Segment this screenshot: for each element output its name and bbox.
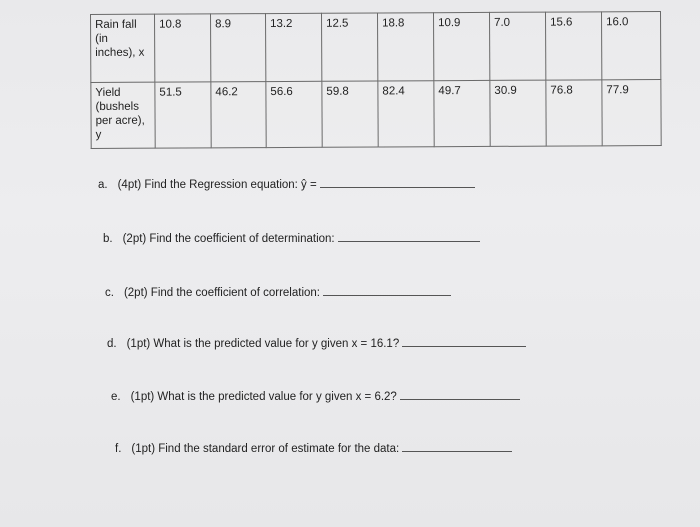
yield-cell: 46.2 — [211, 82, 266, 148]
question-f-text: (1pt) Find the standard error of estimate for the data: — [131, 443, 400, 455]
question-c-letter: c. — [105, 287, 114, 299]
answer-a-blank[interactable] — [320, 186, 475, 188]
data-table — [90, 11, 662, 149]
rainfall-cell: 18.8 — [377, 13, 433, 81]
rainfall-cell: 16.0 — [601, 12, 660, 80]
answer-c-blank[interactable] — [323, 294, 451, 296]
yield-cell: 56.6 — [266, 81, 322, 147]
rainfall-cell: 7.0 — [489, 12, 545, 80]
rainfall-cell: 8.9 — [211, 14, 266, 82]
rainfall-cell: 12.5 — [321, 13, 377, 81]
yield-cell: 82.4 — [378, 81, 434, 147]
yield-header: Yield (bushels per acre), y — [91, 82, 155, 148]
rainfall-cell: 13.2 — [266, 13, 322, 81]
rainfall-cell: 15.6 — [545, 12, 601, 80]
question-a-letter: a. — [98, 179, 108, 191]
question-c — [105, 287, 451, 299]
question-e-letter: e. — [111, 391, 121, 403]
rainfall-cell: 10.9 — [433, 12, 489, 80]
question-c-text: (2pt) Find the coefficient of correlation: — [123, 287, 320, 299]
question-b-text: (2pt) Find the coefficient of determination: — [122, 233, 335, 245]
rainfall-row — [91, 12, 661, 83]
yield-cell: 49.7 — [434, 80, 490, 146]
question-a — [98, 179, 475, 191]
question-b — [103, 233, 480, 245]
question-b-letter: b. — [103, 233, 113, 245]
yield-cell: 59.8 — [322, 81, 378, 147]
rainfall-cell: 10.8 — [155, 14, 211, 82]
rainfall-header: Rain fall (in inches), x — [91, 14, 155, 82]
yield-cell: 76.8 — [546, 80, 602, 146]
answer-f-blank[interactable] — [402, 450, 512, 452]
yield-row — [91, 80, 661, 149]
question-e — [111, 391, 520, 403]
question-d — [107, 338, 526, 350]
yield-cell: 30.9 — [490, 80, 546, 146]
yield-cell: 77.9 — [602, 80, 661, 146]
answer-e-blank[interactable] — [400, 398, 520, 400]
question-d-text: (1pt) What is the predicted value for y given x = 16.1? — [126, 338, 400, 350]
question-a-text: (4pt) Find the Regression equation: ŷ = — [117, 179, 317, 191]
question-f-letter: f. — [115, 443, 122, 455]
question-d-letter: d. — [107, 338, 117, 350]
answer-d-blank[interactable] — [402, 345, 526, 347]
question-e-text: (1pt) What is the predicted value for y given x = 6.2? — [130, 391, 397, 403]
answer-b-blank[interactable] — [338, 240, 480, 242]
question-f — [115, 443, 512, 455]
yield-cell: 51.5 — [155, 82, 211, 148]
